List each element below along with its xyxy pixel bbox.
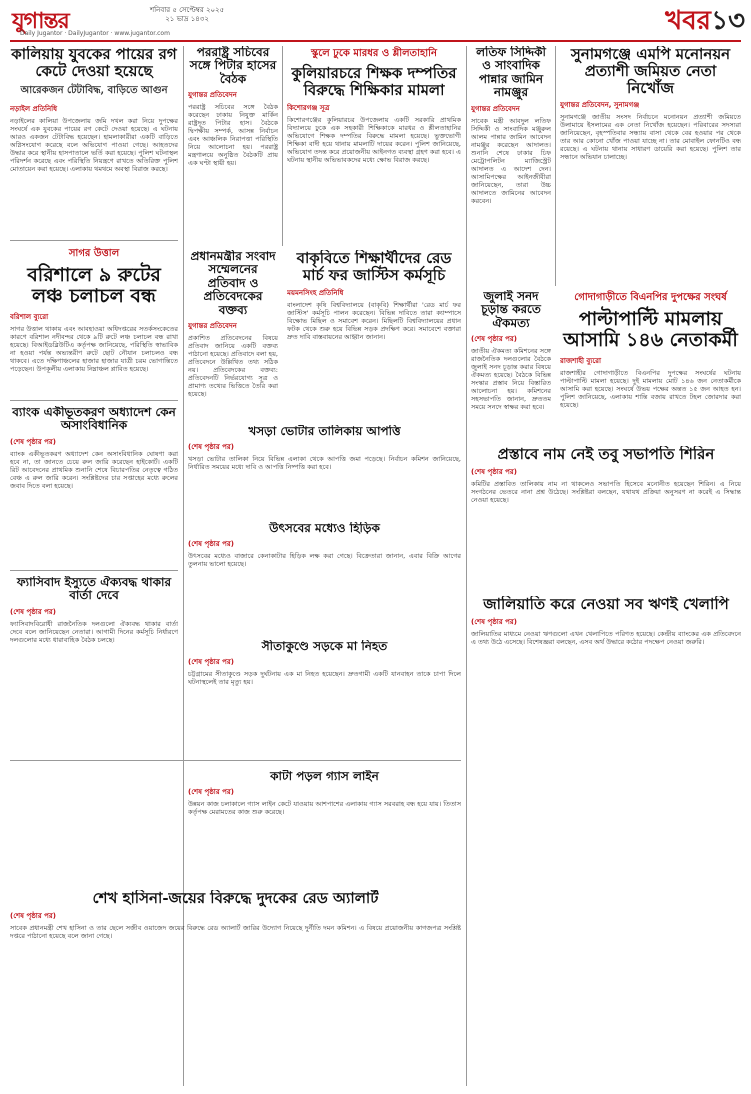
article-body: রাজশাহীর গোদাগাড়ীতে বিএনপির দুপক্ষের সংঘর্ষের ঘটনায় পাল্টাপাল্টি মামলা হয়েছে। দুই মামলায় মোট ১৪৬ জন নেতাকর্মীকে আসামি করা হয়েছে। সংঘর্ষে উভয় পক্ষের অন্তত ১৫ জন আহত হন। পুলিশ জানিয়েছে, এলাকায় শান্তি বজায় রাখতে টহল জোরদার করা হয়েছে। [560,368,741,409]
article-body: পররাষ্ট্র সচিবের সঙ্গে বৈঠক করেছেন ঢাকায় নিযুক্ত মার্কিন রাষ্ট্রদূত পিটার হাস। বৈঠকে দ্বিপক্ষীয় সম্পর্ক, আসন্ন নির্বাচন এবং আঞ্চলিক নিরাপত্তা পরিস্থিতি নিয়ে আলোচনা হয়। পররাষ্ট্র মন্ত্রণালয়ে অনুষ্ঠিত বৈঠকটি প্রায় এক ঘণ্টা স্থায়ী হয়। [188,103,278,168]
kicker: সাগর উত্তাল [68,248,120,259]
article-shirin[interactable] [471,446,741,586]
article-body: জাতীয় ঐকমত্য কমিশনের সঙ্গে রাজনৈতিক দলগুলোর বৈঠকে জুলাই সনদ চূড়ান্ত করার বিষয়ে ঐকমত্য হয়েছে। বৈঠকে বিভিন্ন সংস্কার প্রস্তাব নিয়ে বিস্তারিত আলোচনা হয়। কমিশনের সহসভাপতি জানান, দ্রুততম সময়ে সনদে স্বাক্ষর করা হবে। [471,347,551,412]
byline: (শেষ পৃষ্ঠার পর) [188,443,234,452]
article-press-protest[interactable] [188,250,278,420]
headline[interactable]: জুলাই সনদ চূড়ান্ত করতে ঐকমত্য [481,290,541,330]
article-body: কমিটির প্রস্তাবিত তালিকায় নাম না থাকলেও সভাপতি হিসেবে মনোনীত হয়েছেন শিরিন। এ নিয়ে সংগঠনের ভেতরে নানা প্রশ্ন উঠেছে। সংশ্লিষ্টরা বলছেন, যথাযথ প্রক্রিয়া অনুসরণ না করেই এ সিদ্ধান্ত নেওয়া হয়েছে। [471,479,741,504]
article-body: ফ্যাসিবাদবিরোধী রাজনৈতিক দলগুলো ঐক্যবদ্ধ থাকার বার্তা দেবে বলে জানিয়েছেন নেতারা। আগামী দিনের কর্মসূচি নির্ধারণে দলগুলোর মধ্যে ধারাবাহিক বৈঠক চলছে। [10,619,178,644]
headline[interactable]: প্রধানমন্ত্রীর সংবাদ সম্মেলনের প্রতিবাদ ও প্রতিবেদকের বক্তব্য [190,250,276,317]
row-divider [10,400,178,401]
date-line-1: শনিবার ৫ সেপ্টেম্বর ২০২৫ [150,6,225,14]
column-divider [555,46,556,286]
article-loan-default[interactable] [471,596,741,796]
article-body: কিশোরগঞ্জের কুলিয়ারচর উপজেলায় একটি সরকারি প্রাথমিক বিদ্যালয়ে ঢুকে এক সহকারী শিক্ষিকাকে মারধর ও শ্লীলতাহানির অভিযোগে শিক্ষক দম্পতির বিরুদ্ধে মামলা হয়েছে। ভুক্তভোগী শিক্ষিকা বাদী হয়ে থানায় মামলাটি দায়ের করেন। পুলিশ জানিয়েছে, অভিযোগ তদন্ত করে প্রয়োজনীয় আইনগত ব্যবস্থা গ্রহণ করা হবে। এ ঘটনায় স্থানীয় অভিভাবকদের মধ্যে ক্ষোভ বিরাজ করছে। [287,115,461,164]
article-bank-merger[interactable] [10,406,178,566]
headline[interactable]: বাকৃবিতে শিক্ষার্থীদের রেড মার্চ ফর জাস্টিস কর্মসূচি [296,250,452,284]
article-sunamganj[interactable] [560,46,741,281]
article-gas-line[interactable] [188,770,461,880]
row-divider [10,570,178,571]
byline: (শেষ পৃষ্ঠার পর) [471,335,517,344]
headline[interactable]: কালিয়ায় যুবকের পায়ের রগ কেটে দেওয়া হয়েছে [11,46,177,80]
dateline [150,6,224,24]
article-body: সাগর উত্তাল থাকায় এবং আবহাওয়া অধিদপ্তরের সতর্কসংকেতের কারণে বরিশাল নদীবন্দর থেকে ৯টি রুটে লঞ্চ চলাচল বন্ধ রাখা হয়েছে। বিআইডব্লিউটিএ কর্তৃপক্ষ জানিয়েছে, পরিস্থিতি স্বাভাবিক না হওয়া পর্যন্ত অভ্যন্তরীণ রুটে ছোট নৌযান চলাচলও বন্ধ থাকবে। এতে দক্ষিণাঞ্চলের হাজার হাজার যাত্রী চরম ভোগান্তিতে পড়েছেন। উপকূলীয় এলাকায় নিম্নাঞ্চল প্লাবিত হয়েছে। [10,324,178,373]
article-voter-list[interactable] [188,425,461,515]
article-body: সাবেক প্রধানমন্ত্রী শেখ হাসিনা ও তার ছেলে সজীব ওয়াজেদ জয়ের বিরুদ্ধে রেড অ্যালার্ট জারির উদ্যোগ নিয়েছে দুর্নীতি দমন কমিশন। এ বিষয়ে প্রয়োজনীয় কাগজপত্র সংশ্লিষ্ট দপ্তরে পাঠানো হয়েছে বলে জানা গেছে। [10,923,461,940]
page-number: ১৩ [711,6,745,36]
byline: বরিশাল ব্যুরো [10,312,49,321]
article-kalia[interactable] [10,46,178,236]
byline: নড়াইল প্রতিনিধি [10,104,58,113]
article-sitakunda[interactable] [188,640,461,750]
headline[interactable]: সুনামগঞ্জে এমপি মনোনয়ন প্রত্যাশী জমিয়ত নেতা নিখোঁজ [570,46,731,97]
article-godagari[interactable] [560,290,741,440]
headline[interactable]: পাল্টাপাল্টি মামলায় আসামি ১৪৬ নেতাকর্মী [563,308,738,352]
headline[interactable]: পররাষ্ট্র সচিবের সঙ্গে পিটার হাসের বৈঠক [189,46,277,86]
headline[interactable]: কুলিয়ারচরে শিক্ষক দম্পতির বিরুদ্ধে শিক্ষিকার মামলা [291,64,457,99]
byline: (শেষ পৃষ্ঠার পর) [471,467,517,476]
article-barishal-launch[interactable] [10,246,178,396]
byline: (শেষ পৃষ্ঠার পর) [471,617,517,626]
row-divider [10,240,178,241]
byline: (শেষ পৃষ্ঠার পর) [10,911,56,920]
kicker: গোদাগাড়ীতে বিএনপির দুপক্ষের সংঘর্ষ [574,292,727,303]
column-divider [466,46,467,1086]
byline: রাজশাহী ব্যুরো [560,356,602,365]
byline: (শেষ পৃষ্ঠার পর) [10,607,56,616]
article-peter-haas[interactable] [188,46,278,241]
byline: (শেষ পৃষ্ঠার পর) [188,788,234,797]
headline[interactable]: ব্যাংক একীভূতকরণ অধ্যাদেশ কেন অসাংবিধানিক [12,406,176,433]
article-body: খসড়া ভোটার তালিকা নিয়ে বিভিন্ন এলাকা থেকে আপত্তি জমা পড়েছে। নির্বাচন কমিশন জানিয়েছে, নির্ধারিত সময়ের মধ্যে দাবি ও আপত্তি নিষ্পত্তি করা হবে। [188,455,461,472]
byline: (শেষ পৃষ্ঠার পর) [10,437,56,446]
headline[interactable]: বরিশালে ৯ রুটের লঞ্চ চলাচল বন্ধ [27,264,161,308]
byline: (শেষ পৃষ্ঠার পর) [188,540,234,549]
column-divider [282,46,283,246]
headline[interactable]: শেখ হাসিনা-জয়ের বিরুদ্ধে দুদকের রেড অ্যালার্ট [92,890,379,907]
article-body: ব্যাংক একীভূতকরণ অধ্যাদেশ কেন অসাংবিধানিক ঘোষণা করা হবে না, তা জানতে চেয়ে রুল জারি করেছেন হাইকোর্ট। একটি রিট আবেদনের প্রাথমিক শুনানি শেষে বিচারপতির নেতৃত্বে গঠিত বেঞ্চ এ রুল জারি করেন। সংশ্লিষ্টদের চার সপ্তাহের মধ্যে রুলের জবাব দিতে বলা হয়েছে। [10,449,178,490]
article-bau-red-march[interactable] [287,250,461,410]
section-title: খবর [665,6,711,36]
row-divider [10,760,461,761]
headline[interactable]: খসড়া ভোটার তালিকায় আপত্তি [248,425,401,438]
article-red-alert[interactable] [10,890,461,1080]
subhead: আরেকজন টেটাবিদ্ধ, বাড়িতে আগুন [20,84,168,96]
byline: (শেষ পৃষ্ঠার পর) [188,658,234,667]
date-line-2: ২১ ভাদ্র ১৪৩২ [165,15,209,23]
article-kuliarchar[interactable] [287,46,461,241]
social-links[interactable]: Daily Jugantor · DailyJugantor · www.jugantor.com [20,30,170,37]
masthead [0,0,751,34]
headline[interactable]: প্রস্তাবে নাম নেই তবু সভাপতি শিরিন [497,446,715,463]
article-body: প্রকাশিত প্রতিবেদনের বিষয়ে প্রতিবাদ জানিয়ে একটি বক্তব্য পাঠানো হয়েছে। প্রতিবাদে বলা হয়, প্রতিবেদনে উল্লিখিত তথ্য সঠিক নয়। প্রতিবেদকের বক্তব্য: প্রতিবেদনটি নির্ভরযোগ্য সূত্র ও প্রামাণ্য তথ্যের ভিত্তিতে তৈরি করা হয়েছে। [188,334,278,399]
byline: ময়মনসিংহ প্রতিনিধি [287,288,344,297]
headline[interactable]: সীতাকুণ্ডে সড়কে মা নিহত [261,640,388,653]
headline[interactable]: কাটা পড়ল গ্যাস লাইন [270,770,379,783]
byline: যুগান্তর প্রতিবেদন [188,91,237,100]
byline: কিশোরগঞ্জ সূত্র [287,103,330,112]
article-body: উন্নয়ন কাজ চলাকালে গ্যাস লাইন কেটে যাওয়ায় আশপাশের এলাকায় গ্যাস সরবরাহ বন্ধ হয়ে যায়। তিতাস কর্তৃপক্ষ মেরামতের কাজ শুরু করেছে। [188,800,461,817]
article-body: সুনামগঞ্জে জাতীয় সংসদ নির্বাচনে মনোনয়ন প্রত্যাশী জমিয়তে উলামায়ে ইসলামের এক নেতা নিখোঁজ হয়েছেন। পরিবারের সদস্যরা জানিয়েছেন, বৃহস্পতিবার সন্ধ্যায় বাসা থেকে বের হওয়ার পর থেকে তার আর কোনো খোঁজ পাওয়া যাচ্ছে না। তার মোবাইল ফোনটিও বন্ধ রয়েছে। এ ঘটনায় থানায় সাধারণ ডায়েরি করা হয়েছে। পুলিশ তার সন্ধানে অভিযান চালাচ্ছে। [560,113,741,162]
article-july-charter[interactable] [471,290,551,440]
article-latif-siddiqui[interactable] [471,46,551,281]
article-body: চট্টগ্রামের সীতাকুণ্ডে সড়ক দুর্ঘটনায় এক মা নিহত হয়েছেন। দ্রুতগামী একটি যানবাহন তাকে চাপা দিলে ঘটনাস্থলেই তার মৃত্যু হয়। [188,670,461,687]
byline: যুগান্তর প্রতিবেদন [471,104,520,113]
article-body: নড়াইলের কালিয়া উপজেলায় জমি দখল করা নিয়ে দুপক্ষের সংঘর্ষে এক যুবকের পায়ের রগ কেটে দেওয়া হয়েছে। এ ঘটনায় আরও একজন টেটাবিদ্ধ হয়েছেন। হামলাকারীরা একটি বাড়িতে অগ্নিসংযোগ করেছে বলে অভিযোগ পাওয়া গেছে। আহতদের উদ্ধার করে স্থানীয় হাসপাতালে ভর্তি করা হয়েছে। পুলিশ ঘটনাস্থল পরিদর্শন করেছে এবং পরিস্থিতি নিয়ন্ত্রণে রাখতে অতিরিক্ত পুলিশ মোতায়েন করা হয়েছে। এলাকায় থমথমে অবস্থা বিরাজ করছে। [10,116,178,173]
masthead-rule [10,40,741,42]
article-body: জালিয়াতির মাধ্যমে নেওয়া ঋণগুলো এখন খেলাপিতে পরিণত হয়েছে। কেন্দ্রীয় ব্যাংকের এক প্রতিবেদনে এ তথ্য উঠে এসেছে। বিশেষজ্ঞরা বলছেন, এসব অর্থ উদ্ধারে কঠোর পদক্ষেপ নেওয়া জরুরি। [471,629,741,646]
article-festival[interactable] [188,522,461,632]
article-fascism[interactable] [10,576,178,756]
headline[interactable]: লতিফ সিদ্দিকী ও সাংবাদিক পান্নার জামিন নামঞ্জুর [476,46,546,100]
byline: যুগান্তর প্রতিবেদন [188,322,237,331]
article-body: সাবেক মন্ত্রী আবদুল লতিফ সিদ্দিকী ও সাংবাদিক মঞ্জুরুল আলম পান্নার জামিন আবেদন নামঞ্জুর করেছেন আদালত। শুনানি শেষে ঢাকার চিফ মেট্রোপলিটন ম্যাজিস্ট্রেট আদালত এ আদেশ দেন। আসামিপক্ষের আইনজীবীরা জানিয়েছেন, তারা উচ্চ আদালতে জামিনের আবেদন করবেন। [471,116,551,205]
article-body: উৎসবের মধ্যেও বাজারে কেনাকাটার হিড়িক লক্ষ করা গেছে। বিক্রেতারা জানান, এবার বিক্রি আগের তুলনায় ভালো হয়েছে। [188,552,461,569]
headline[interactable]: জালিয়াতি করে নেওয়া সব ঋণই খেলাপি [483,596,729,613]
kicker: স্কুলে ঢুকে মারধর ও শ্লীলতাহানি [311,48,437,59]
article-body: বাংলাদেশ কৃষি বিশ্ববিদ্যালয়ে (বাকৃবি) শিক্ষার্থীরা 'রেড মার্চ ফর জাস্টিস' কর্মসূচি পালন করেছেন। বিভিন্ন দাবিতে তারা ক্যাম্পাসে বিক্ষোভ মিছিল ও সমাবেশ করেন। মিছিলটি বিশ্ববিদ্যালয়ের প্রধান ফটক থেকে শুরু হয়ে বিভিন্ন সড়ক প্রদক্ষিণ করে। সমাবেশে বক্তারা দ্রুত দাবি বাস্তবায়নের আহ্বান জানান। [287,300,461,341]
newspaper-logo: যুগান্তর [12,8,69,34]
headline[interactable]: ফ্যাসিবাদ ইস্যুতে ঐক্যবদ্ধ থাকার বার্তা দেবে [16,576,172,603]
headline[interactable]: উৎসবের মধ্যেও হিড়িক [269,522,380,535]
byline: যুগান্তর প্রতিবেদন, সুনামগঞ্জ [560,101,640,110]
